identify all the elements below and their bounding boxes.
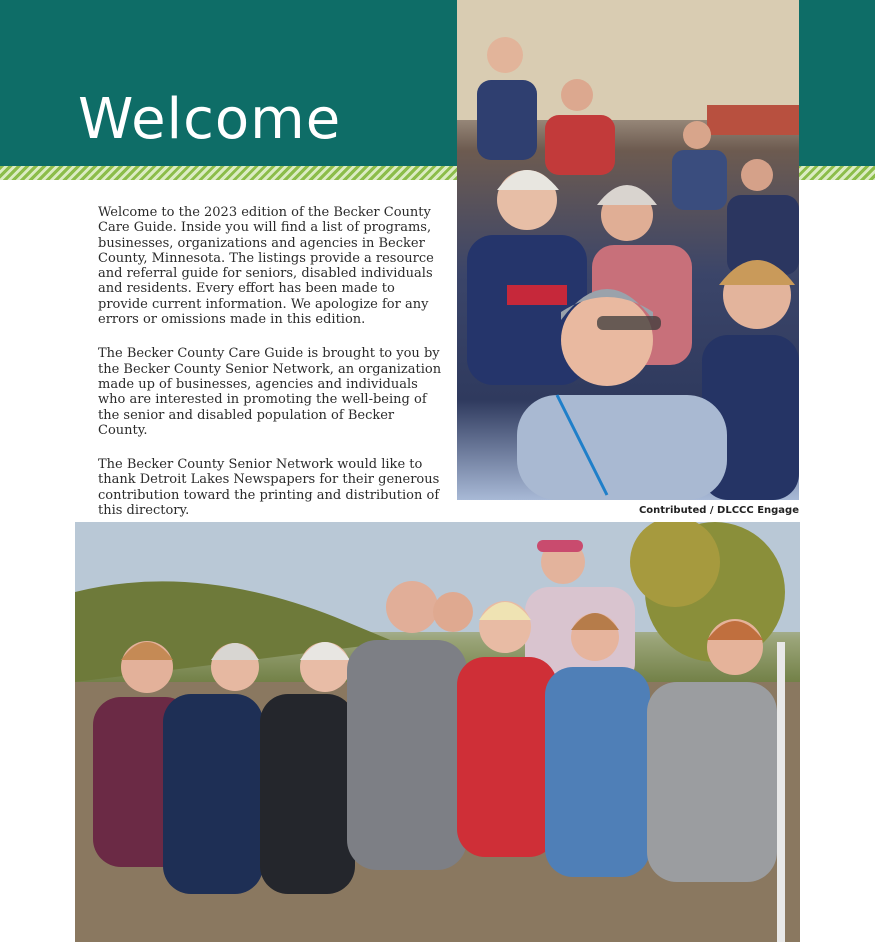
intro-paragraph: Welcome to the 2023 edition of the Becker County Care Guide. Inside you will find a list of programs, businesses, organizations and agencies in Becker County, Minnesota. The listings provide a resource and referral guide for seniors, disabled individuals and residents. Every effort has been made to provide current information. We apologize for any errors or omissions made in this edition. (98, 205, 434, 328)
page-title: Welcome (78, 87, 342, 152)
sponsor-paragraph: The Becker County Care Guide is brought to you by the Becker County Senior Network, an organization made up of businesses, agencies and individuals who are interested in promoting the well-being of the senior and disabled population of Becker County. (98, 346, 442, 438)
welcome-body (98, 205, 443, 537)
photo-baseball-game-illustration (457, 0, 799, 500)
photo-caption: Contributed / DLCCC Engage (638, 505, 799, 516)
photo-group-outdoors-illustration (75, 522, 800, 942)
thanks-paragraph: The Becker County Senior Network would like to thank Detroit Lakes Newspapers for their generous contribution toward the printing and distribution of this directory. (98, 457, 440, 519)
photo-group-outdoors (75, 522, 800, 942)
photo-baseball-game (457, 0, 799, 500)
